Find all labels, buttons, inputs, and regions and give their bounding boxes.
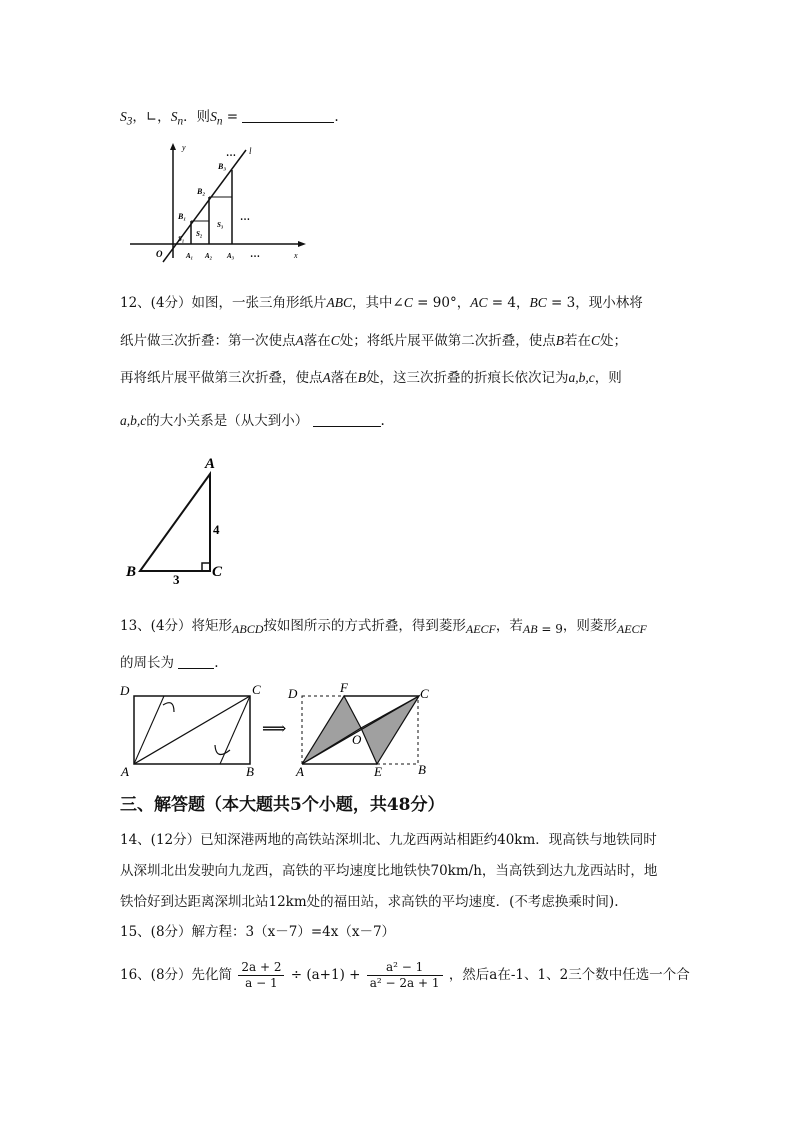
s3-label: S₃: [217, 221, 224, 229]
a1-label: A₁: [186, 252, 194, 260]
q13-line2: 的周长为 .: [120, 655, 219, 671]
diagonal-ac-2: [302, 696, 419, 764]
label-d: D: [120, 683, 130, 698]
y-axis-arrow: [170, 143, 176, 150]
label-a2: A: [296, 764, 304, 779]
x-axis-arrow: [298, 241, 306, 247]
label-d2: D: [288, 686, 298, 701]
triangle-abc: [140, 474, 210, 571]
side-bc-length: 3: [173, 572, 180, 587]
diagonal-ac: [134, 696, 250, 764]
shaded-triangle-left: [302, 696, 361, 764]
figure-rectangle-fold: [118, 678, 438, 782]
fraction-1: $\frac{2a + 2}{a - 1}$: [238, 960, 284, 991]
q12-line3: 再将纸片展平做第三次折叠，使点A落在B处，这三次折叠的折痕长依次记为a,b,c，则: [120, 370, 622, 386]
q14-line3: 铁恰好到达距离深圳北站12km处的福田站，求高铁的平均速度．(不考虑换乘时间).: [120, 894, 619, 910]
q13-line1: 13、(4分）将矩形ABCD按如图所示的方式折叠，得到菱形AECF，若AB = 9，则菱形AECF: [120, 618, 647, 636]
section-heading: 三、解答题（本大题共5个小题，共48分）: [120, 795, 445, 815]
label-o: O: [352, 732, 362, 747]
ellipsis-axis: …: [250, 249, 260, 260]
figure-staircase-graph: [128, 140, 318, 265]
side-ac-length: 4: [213, 522, 220, 537]
q14-line1: 14、(12分）已知深港两地的高铁站深圳北、九龙西两站相距约40km．现高铁与地铁同时: [120, 832, 657, 848]
b3-label: B₃: [218, 162, 227, 171]
q12-line4: a,b,c的大小关系是（从大到小） .: [120, 413, 385, 429]
fold-line-left: [134, 696, 164, 764]
right-angle-mark: [202, 563, 210, 571]
answer-line-sn: $S_3$，∟，$S_n$．则$S_n$ = .: [120, 109, 339, 128]
s2-label: S₂: [196, 230, 203, 238]
label-c2: C: [420, 686, 429, 701]
x-label: x: [294, 251, 298, 260]
q12-line1: 12、(4分）如图，一张三角形纸片ABC，其中∠C = 90°，AC = 4，BC = 3，现小林将: [120, 295, 643, 311]
vertex-c: C: [212, 564, 223, 580]
ellipsis-mid: …: [240, 212, 250, 223]
label-a: A: [121, 764, 129, 779]
a3-label: A₃: [227, 252, 235, 260]
fold-arrow-top: [163, 703, 174, 712]
line-l: [163, 150, 246, 262]
fraction-2: $\frac{\text{a² − 1}}{\text{a² − 2a + 1}}$: [367, 960, 443, 991]
q14-line2: 从深圳北出发驶向九龙西，高铁的平均速度比地铁快70km/h，当高铁到达九龙西站时，地: [120, 863, 658, 879]
label-b: B: [246, 764, 254, 779]
q16-line: 16、(8分）先化简 $\frac{2a + 2}{a - 1}$ ÷ (a+1) + $\frac{\text{a² − 1}}{\text{a² − 2a + 1}}$ ，然后a在-1、1、2三个数中任选一个合: [120, 960, 690, 990]
ellipsis-top: …: [226, 148, 236, 159]
a2-label: A₂: [205, 252, 213, 260]
label-e: E: [374, 764, 382, 779]
answer-blank[interactable]: [178, 654, 214, 669]
origin-label: O: [156, 249, 163, 259]
q12-line2: 纸片做三次折叠：第一次使点A落在C处；将纸片展平做第二次折叠，使点B若在C处；: [120, 333, 628, 349]
line-label: l: [249, 146, 252, 156]
shaded-triangle-right: [361, 696, 419, 764]
vertex-b: B: [126, 564, 137, 580]
answer-blank[interactable]: [242, 108, 334, 123]
b2-label: B₂: [197, 187, 206, 196]
transform-arrow: ⟹: [262, 719, 287, 738]
figure-right-triangle: [122, 452, 242, 592]
q15-line: 15、(8分）解方程：3（x－7）=4x（x－7）: [120, 924, 396, 940]
vertex-a: A: [205, 456, 216, 472]
label-b2: B: [418, 762, 426, 777]
label-c: C: [252, 682, 261, 697]
y-label: y: [182, 143, 186, 152]
label-f: F: [340, 680, 348, 695]
answer-blank[interactable]: [313, 412, 381, 427]
s1-label: S₁: [178, 235, 185, 243]
s3-symbol: $S_3$: [120, 109, 133, 128]
b1-label: B₁: [178, 212, 187, 221]
